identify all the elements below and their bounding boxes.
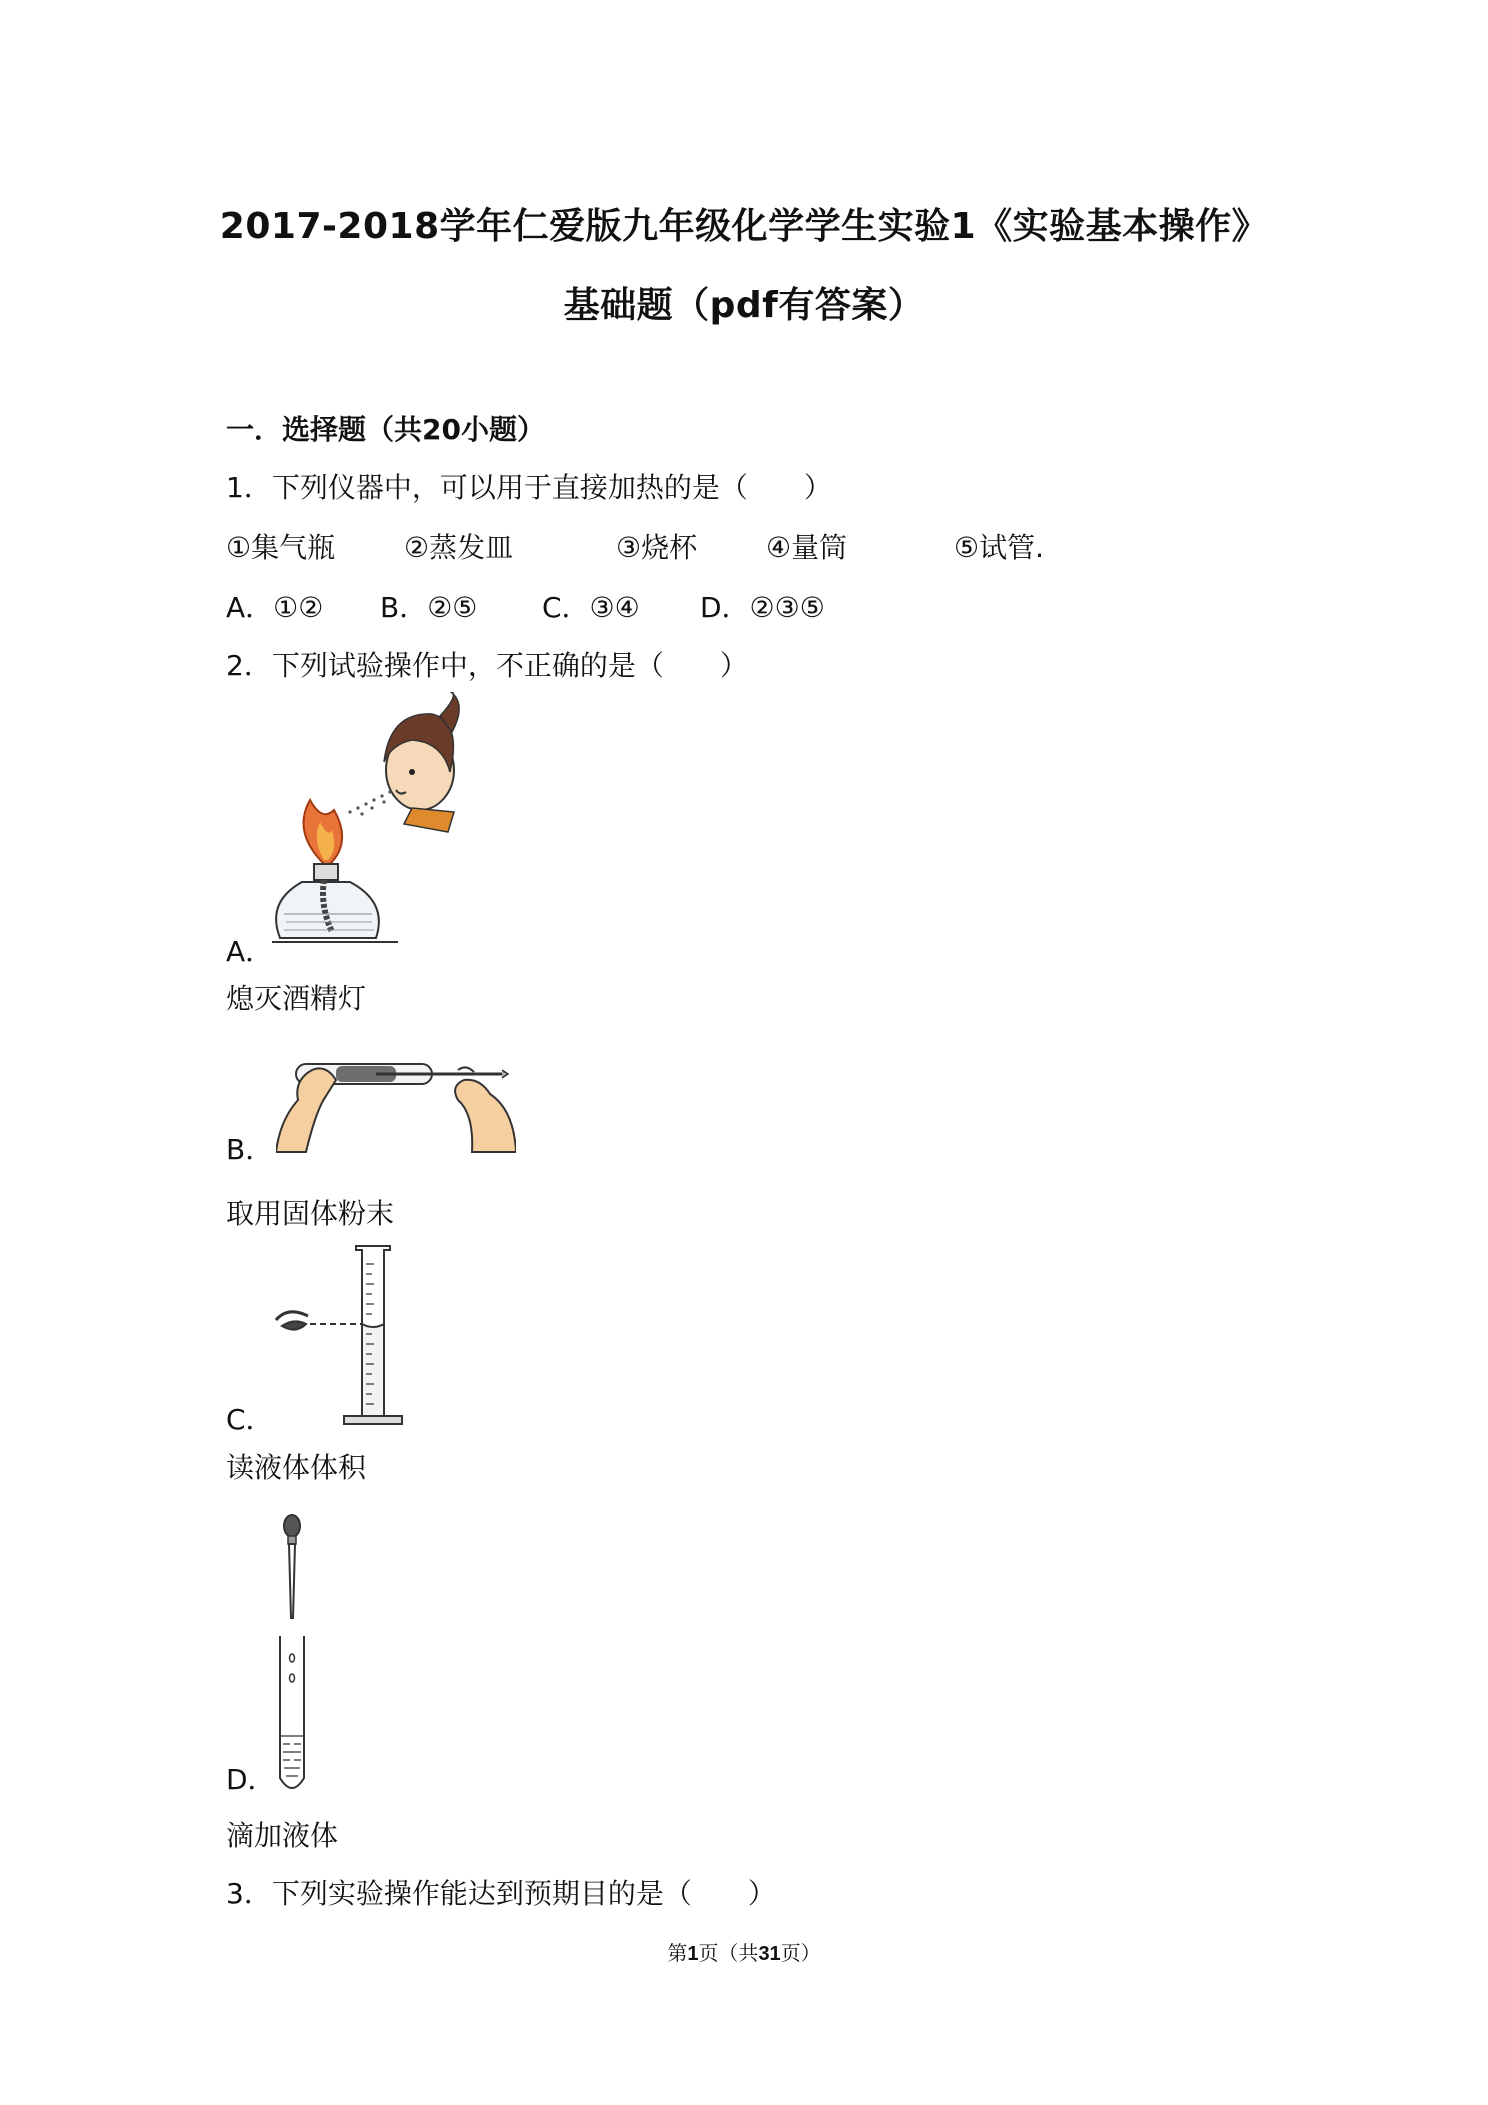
q1-item-1: ①集气瓶 xyxy=(226,531,336,564)
section-heading: 一．选择题（共20小题） xyxy=(226,413,545,446)
q2-option-c-letter: C． xyxy=(226,1403,274,1436)
q1-item-3: ③烧杯 xyxy=(616,531,698,564)
document-title-line-2: 基础题（pdf有答案） xyxy=(563,285,925,326)
dropper-test-tube-figure xyxy=(270,1508,330,1798)
q1-option-a: A．①② xyxy=(226,591,324,624)
page-footer xyxy=(0,1937,1488,1966)
alcohol-lamp-figure xyxy=(272,692,462,960)
footer-page-number: 1 xyxy=(687,1943,699,1965)
q1-item-4: ④量筒 xyxy=(766,531,848,564)
graduated-cylinder-figure xyxy=(274,1240,414,1430)
footer-middle: 页（共 xyxy=(698,1941,759,1965)
q1-items xyxy=(226,526,1126,562)
q3-stem: 3．下列实验操作能达到预期目的是（ ） xyxy=(226,1877,776,1910)
q1-item-5: ⑤试管. xyxy=(954,531,1045,564)
q2-stem: 2．下列试验操作中，不正确的是（ ） xyxy=(226,649,748,682)
q1-option-b: B．②⑤ xyxy=(380,591,478,624)
q1-options xyxy=(226,586,1126,622)
q2-option-a-caption: 熄灭酒精灯 xyxy=(226,982,367,1015)
q2-option-b-caption: 取用固体粉末 xyxy=(226,1197,395,1230)
q2-option-b-letter: B． xyxy=(226,1133,274,1166)
q1-stem: 1．下列仪器中，可以用于直接加热的是（ ） xyxy=(226,471,832,504)
footer-suffix: 页） xyxy=(780,1941,821,1965)
q2-option-d-letter: D． xyxy=(226,1763,276,1796)
q2-option-d-caption: 滴加液体 xyxy=(226,1819,339,1852)
q1-option-d: D．②③⑤ xyxy=(700,591,825,624)
footer-prefix: 第 xyxy=(667,1941,688,1965)
document-title-line-1: 2017-2018学年仁爱版九年级化学学生实验1《实验基本操作》 xyxy=(219,206,1269,247)
q1-option-c: C．③④ xyxy=(542,591,640,624)
footer-total-pages: 31 xyxy=(758,1943,781,1965)
q2-option-c-caption: 读液体体积 xyxy=(226,1451,367,1484)
q2-option-a-letter: A． xyxy=(226,935,274,968)
q1-item-2: ②蒸发皿 xyxy=(404,531,514,564)
solid-powder-figure xyxy=(276,1040,516,1160)
